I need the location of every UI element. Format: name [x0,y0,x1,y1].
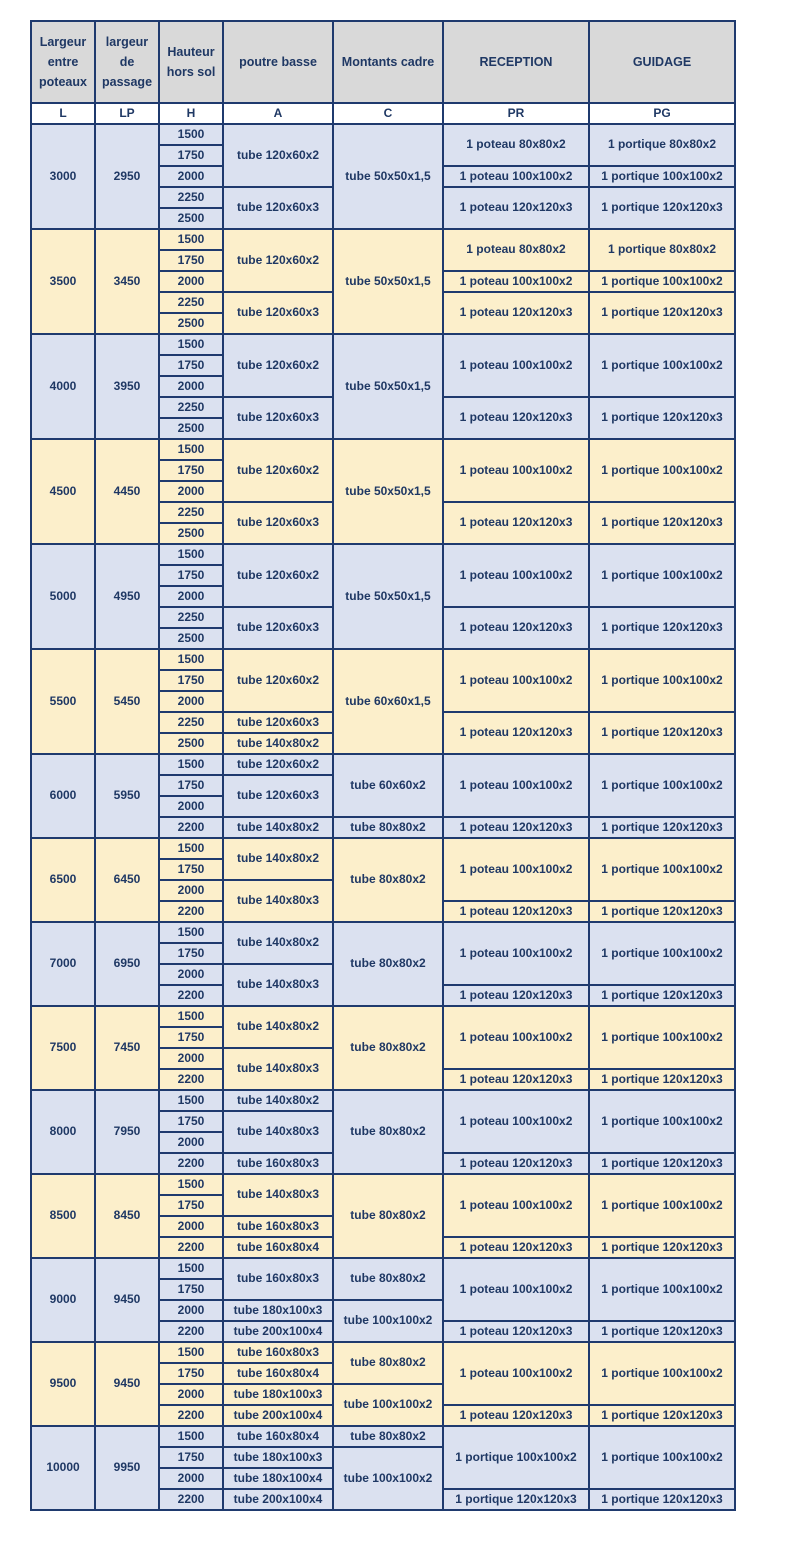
guidage-cell: 1 portique 120x120x3 [589,1069,735,1090]
width-l-cell: 8000 [31,1090,95,1174]
width-l-cell: 6000 [31,754,95,838]
height-cell: 2000 [159,1132,223,1153]
reception-cell: 1 poteau 100x100x2 [443,334,589,397]
poutre-basse-cell: tube 120x60x2 [223,754,333,775]
height-cell: 2000 [159,376,223,397]
poutre-basse-cell: tube 160x80x4 [223,1363,333,1384]
width-l-cell: 8500 [31,1174,95,1258]
montants-cadre-cell: tube 80x80x2 [333,1006,443,1090]
poutre-basse-cell: tube 140x80x2 [223,838,333,880]
guidage-cell: 1 portique 120x120x3 [589,607,735,649]
guidage-cell: 1 portique 120x120x3 [589,292,735,334]
poutre-basse-cell: tube 120x60x3 [223,502,333,544]
poutre-basse-cell: tube 120x60x3 [223,292,333,334]
poutre-basse-cell: tube 200x100x4 [223,1405,333,1426]
width-lp-cell: 6450 [95,838,159,922]
guidage-cell: 1 portique 120x120x3 [589,1321,735,1342]
width-l-cell: 7000 [31,922,95,1006]
height-cell: 2250 [159,502,223,523]
height-cell: 1750 [159,460,223,481]
montants-cadre-cell: tube 50x50x1,5 [333,334,443,439]
poutre-basse-cell: tube 120x60x3 [223,187,333,229]
guidage-cell: 1 portique 80x80x2 [589,229,735,271]
poutre-basse-cell: tube 180x100x4 [223,1468,333,1489]
height-cell: 2200 [159,1153,223,1174]
height-cell: 2000 [159,796,223,817]
reception-cell: 1 poteau 120x120x3 [443,1153,589,1174]
reception-cell: 1 poteau 120x120x3 [443,187,589,229]
height-cell: 1750 [159,1195,223,1216]
reception-cell: 1 poteau 100x100x2 [443,1258,589,1321]
guidage-cell: 1 portique 100x100x2 [589,754,735,817]
reception-cell: 1 poteau 100x100x2 [443,439,589,502]
height-cell: 1500 [159,334,223,355]
height-cell: 2000 [159,1468,223,1489]
poutre-basse-cell: tube 120x60x3 [223,397,333,439]
reception-cell: 1 portique 100x100x2 [443,1426,589,1489]
reception-cell: 1 poteau 100x100x2 [443,166,589,187]
height-cell: 2000 [159,586,223,607]
poutre-basse-cell: tube 180x100x3 [223,1384,333,1405]
table-row [31,124,735,145]
reception-cell: 1 poteau 100x100x2 [443,1006,589,1069]
width-lp-cell: 8450 [95,1174,159,1258]
guidage-cell: 1 portique 120x120x3 [589,397,735,439]
guidage-cell: 1 portique 100x100x2 [589,1174,735,1237]
poutre-basse-cell: tube 140x80x2 [223,733,333,754]
height-cell: 1750 [159,565,223,586]
poutre-basse-cell: tube 140x80x3 [223,964,333,1006]
poutre-basse-cell: tube 140x80x3 [223,1048,333,1090]
montants-cadre-cell: tube 50x50x1,5 [333,544,443,649]
montants-cadre-cell: tube 50x50x1,5 [333,439,443,544]
poutre-basse-cell: tube 120x60x3 [223,712,333,733]
width-lp-cell: 9950 [95,1426,159,1510]
width-lp-cell: 3450 [95,229,159,334]
height-cell: 1750 [159,775,223,796]
guidage-cell: 1 portique 120x120x3 [589,817,735,838]
code-c: C [333,103,443,124]
poutre-basse-cell: tube 180x100x3 [223,1447,333,1468]
reception-cell: 1 poteau 120x120x3 [443,1237,589,1258]
header-guidage: GUIDAGE [589,21,735,103]
height-cell: 2500 [159,628,223,649]
poutre-basse-cell: tube 180x100x3 [223,1300,333,1321]
montants-cadre-cell: tube 100x100x2 [333,1447,443,1510]
height-cell: 2000 [159,691,223,712]
guidage-cell: 1 portique 100x100x2 [589,838,735,901]
width-l-cell: 9500 [31,1342,95,1426]
table-row [31,1426,735,1447]
guidage-cell: 1 portique 80x80x2 [589,124,735,166]
guidage-cell: 1 portique 100x100x2 [589,922,735,985]
guidage-cell: 1 portique 100x100x2 [589,1342,735,1405]
height-cell: 2200 [159,901,223,922]
guidage-cell: 1 portique 100x100x2 [589,1258,735,1321]
height-cell: 1500 [159,1006,223,1027]
reception-cell: 1 poteau 80x80x2 [443,124,589,166]
poutre-basse-cell: tube 140x80x2 [223,1006,333,1048]
width-l-cell: 10000 [31,1426,95,1510]
montants-cadre-cell: tube 50x50x1,5 [333,124,443,229]
reception-cell: 1 poteau 120x120x3 [443,292,589,334]
height-cell: 2250 [159,292,223,313]
poutre-basse-cell: tube 120x60x2 [223,649,333,712]
reception-cell: 1 poteau 120x120x3 [443,817,589,838]
montants-cadre-cell: tube 100x100x2 [333,1300,443,1342]
poutre-basse-cell: tube 160x80x3 [223,1258,333,1300]
height-cell: 2500 [159,208,223,229]
height-cell: 1750 [159,250,223,271]
height-cell: 1500 [159,838,223,859]
guidage-cell: 1 portique 100x100x2 [589,334,735,397]
reception-cell: 1 poteau 120x120x3 [443,901,589,922]
poutre-basse-cell: tube 140x80x2 [223,1090,333,1111]
guidage-cell: 1 portique 120x120x3 [589,901,735,922]
reception-cell: 1 poteau 120x120x3 [443,607,589,649]
table-row [31,1342,735,1363]
reception-cell: 1 poteau 120x120x3 [443,502,589,544]
width-l-cell: 9000 [31,1258,95,1342]
height-cell: 1500 [159,124,223,145]
poutre-basse-cell: tube 200x100x4 [223,1321,333,1342]
width-lp-cell: 4450 [95,439,159,544]
width-lp-cell: 7450 [95,1006,159,1090]
height-cell: 2000 [159,880,223,901]
poutre-basse-cell: tube 120x60x2 [223,334,333,397]
guidage-cell: 1 portique 120x120x3 [589,1153,735,1174]
guidage-cell: 1 portique 100x100x2 [589,544,735,607]
poutre-basse-cell: tube 200x100x4 [223,1489,333,1510]
height-cell: 1500 [159,544,223,565]
header-row [31,21,735,103]
height-cell: 2500 [159,313,223,334]
poutre-basse-cell: tube 160x80x3 [223,1216,333,1237]
width-l-cell: 5000 [31,544,95,649]
width-lp-cell: 2950 [95,124,159,229]
montants-cadre-cell: tube 80x80x2 [333,922,443,1006]
poutre-basse-cell: tube 140x80x3 [223,1111,333,1153]
poutre-basse-cell: tube 160x80x4 [223,1426,333,1447]
reception-cell: 1 poteau 100x100x2 [443,922,589,985]
height-cell: 2000 [159,481,223,502]
poutre-basse-cell: tube 140x80x3 [223,880,333,922]
table-row [31,649,735,670]
montants-cadre-cell: tube 80x80x2 [333,838,443,922]
guidage-cell: 1 portique 120x120x3 [589,1489,735,1510]
table-row [31,439,735,460]
code-lp: LP [95,103,159,124]
header-largeur-entre-poteaux: Largeur entre poteaux [31,21,95,103]
poutre-basse-cell: tube 140x80x3 [223,1174,333,1216]
width-lp-cell: 5950 [95,754,159,838]
table-row [31,1174,735,1195]
width-l-cell: 3500 [31,229,95,334]
height-cell: 2250 [159,397,223,418]
width-lp-cell: 9450 [95,1342,159,1426]
height-cell: 2200 [159,1237,223,1258]
table-row [31,229,735,250]
height-cell: 2200 [159,1069,223,1090]
height-cell: 1750 [159,1447,223,1468]
guidage-cell: 1 portique 120x120x3 [589,985,735,1006]
height-cell: 2000 [159,1384,223,1405]
guidage-cell: 1 portique 120x120x3 [589,712,735,754]
guidage-cell: 1 portique 100x100x2 [589,1090,735,1153]
width-l-cell: 7500 [31,1006,95,1090]
height-cell: 1500 [159,922,223,943]
table-row [31,544,735,565]
height-cell: 1500 [159,649,223,670]
reception-cell: 1 poteau 120x120x3 [443,1069,589,1090]
height-cell: 1750 [159,355,223,376]
table-row [31,754,735,775]
guidage-cell: 1 portique 120x120x3 [589,1237,735,1258]
height-cell: 2000 [159,1216,223,1237]
height-cell: 1750 [159,1111,223,1132]
guidage-cell: 1 portique 100x100x2 [589,1426,735,1489]
header-largeur-de-passage: largeur de passage [95,21,159,103]
code-l: L [31,103,95,124]
reception-cell: 1 poteau 100x100x2 [443,838,589,901]
montants-cadre-cell: tube 80x80x2 [333,1342,443,1384]
poutre-basse-cell: tube 120x60x3 [223,607,333,649]
code-h: H [159,103,223,124]
height-cell: 2000 [159,271,223,292]
reception-cell: 1 poteau 120x120x3 [443,712,589,754]
height-cell: 1750 [159,1027,223,1048]
code-a: A [223,103,333,124]
width-lp-cell: 7950 [95,1090,159,1174]
header-hauteur-hors-sol: Hauteur hors sol [159,21,223,103]
montants-cadre-cell: tube 60x60x2 [333,754,443,817]
guidage-cell: 1 portique 120x120x3 [589,1405,735,1426]
width-lp-cell: 9450 [95,1258,159,1342]
table-row [31,922,735,943]
width-l-cell: 4500 [31,439,95,544]
reception-cell: 1 poteau 100x100x2 [443,754,589,817]
reception-cell: 1 poteau 100x100x2 [443,1174,589,1237]
height-cell: 2000 [159,166,223,187]
montants-cadre-cell: tube 100x100x2 [333,1384,443,1426]
reception-cell: 1 poteau 100x100x2 [443,271,589,292]
poutre-basse-cell: tube 120x60x2 [223,439,333,502]
height-cell: 2250 [159,607,223,628]
width-lp-cell: 3950 [95,334,159,439]
table-row [31,1006,735,1027]
height-cell: 1750 [159,1363,223,1384]
height-cell: 2200 [159,985,223,1006]
poutre-basse-cell: tube 120x60x2 [223,544,333,607]
table-row [31,838,735,859]
guidage-cell: 1 portique 100x100x2 [589,439,735,502]
height-cell: 1750 [159,145,223,166]
reception-cell: 1 portique 120x120x3 [443,1489,589,1510]
width-lp-cell: 4950 [95,544,159,649]
reception-cell: 1 poteau 80x80x2 [443,229,589,271]
montants-cadre-cell: tube 80x80x2 [333,1426,443,1447]
reception-cell: 1 poteau 100x100x2 [443,649,589,712]
height-cell: 1750 [159,670,223,691]
table-header [31,21,735,124]
guidage-cell: 1 portique 100x100x2 [589,1006,735,1069]
guidage-cell: 1 portique 100x100x2 [589,271,735,292]
reception-cell: 1 poteau 120x120x3 [443,397,589,439]
table-row [31,334,735,355]
montants-cadre-cell: tube 80x80x2 [333,1174,443,1258]
poutre-basse-cell: tube 160x80x3 [223,1342,333,1363]
height-cell: 2000 [159,1300,223,1321]
height-cell: 2200 [159,817,223,838]
poutre-basse-cell: tube 120x60x2 [223,124,333,187]
montants-cadre-cell: tube 80x80x2 [333,1090,443,1174]
poutre-basse-cell: tube 160x80x4 [223,1237,333,1258]
guidage-cell: 1 portique 100x100x2 [589,649,735,712]
height-cell: 1500 [159,1342,223,1363]
height-cell: 1500 [159,439,223,460]
width-l-cell: 4000 [31,334,95,439]
reception-cell: 1 poteau 120x120x3 [443,1405,589,1426]
guidage-cell: 1 portique 100x100x2 [589,166,735,187]
reception-cell: 1 poteau 100x100x2 [443,1342,589,1405]
height-cell: 1500 [159,754,223,775]
height-cell: 2200 [159,1321,223,1342]
reception-cell: 1 poteau 120x120x3 [443,985,589,1006]
height-cell: 2250 [159,712,223,733]
width-lp-cell: 6950 [95,922,159,1006]
montants-cadre-cell: tube 60x60x1,5 [333,649,443,754]
height-cell: 1500 [159,1426,223,1447]
dimension-spec-table [30,20,736,1511]
height-cell: 1500 [159,1174,223,1195]
code-row [31,103,735,124]
reception-cell: 1 poteau 100x100x2 [443,1090,589,1153]
header-montants-cadre: Montants cadre [333,21,443,103]
code-pr: PR [443,103,589,124]
table-row [31,1090,735,1111]
height-cell: 2250 [159,187,223,208]
code-pg: PG [589,103,735,124]
height-cell: 2000 [159,1048,223,1069]
poutre-basse-cell: tube 140x80x2 [223,922,333,964]
height-cell: 1500 [159,229,223,250]
poutre-basse-cell: tube 140x80x2 [223,817,333,838]
width-lp-cell: 5450 [95,649,159,754]
height-cell: 1500 [159,1258,223,1279]
height-cell: 2500 [159,418,223,439]
height-cell: 2200 [159,1489,223,1510]
width-l-cell: 6500 [31,838,95,922]
height-cell: 1750 [159,943,223,964]
montants-cadre-cell: tube 50x50x1,5 [333,229,443,334]
reception-cell: 1 poteau 120x120x3 [443,1321,589,1342]
guidage-cell: 1 portique 120x120x3 [589,187,735,229]
poutre-basse-cell: tube 120x60x2 [223,229,333,292]
montants-cadre-cell: tube 80x80x2 [333,817,443,838]
montants-cadre-cell: tube 80x80x2 [333,1258,443,1300]
table-body [31,124,735,1510]
guidage-cell: 1 portique 120x120x3 [589,502,735,544]
height-cell: 1500 [159,1090,223,1111]
header-poutre-basse: poutre basse [223,21,333,103]
width-l-cell: 3000 [31,124,95,229]
height-cell: 1750 [159,859,223,880]
height-cell: 2500 [159,733,223,754]
poutre-basse-cell: tube 120x60x3 [223,775,333,817]
width-l-cell: 5500 [31,649,95,754]
height-cell: 2000 [159,964,223,985]
height-cell: 2200 [159,1405,223,1426]
reception-cell: 1 poteau 100x100x2 [443,544,589,607]
header-reception: RECEPTION [443,21,589,103]
height-cell: 2500 [159,523,223,544]
height-cell: 1750 [159,1279,223,1300]
table-row [31,1258,735,1279]
poutre-basse-cell: tube 160x80x3 [223,1153,333,1174]
